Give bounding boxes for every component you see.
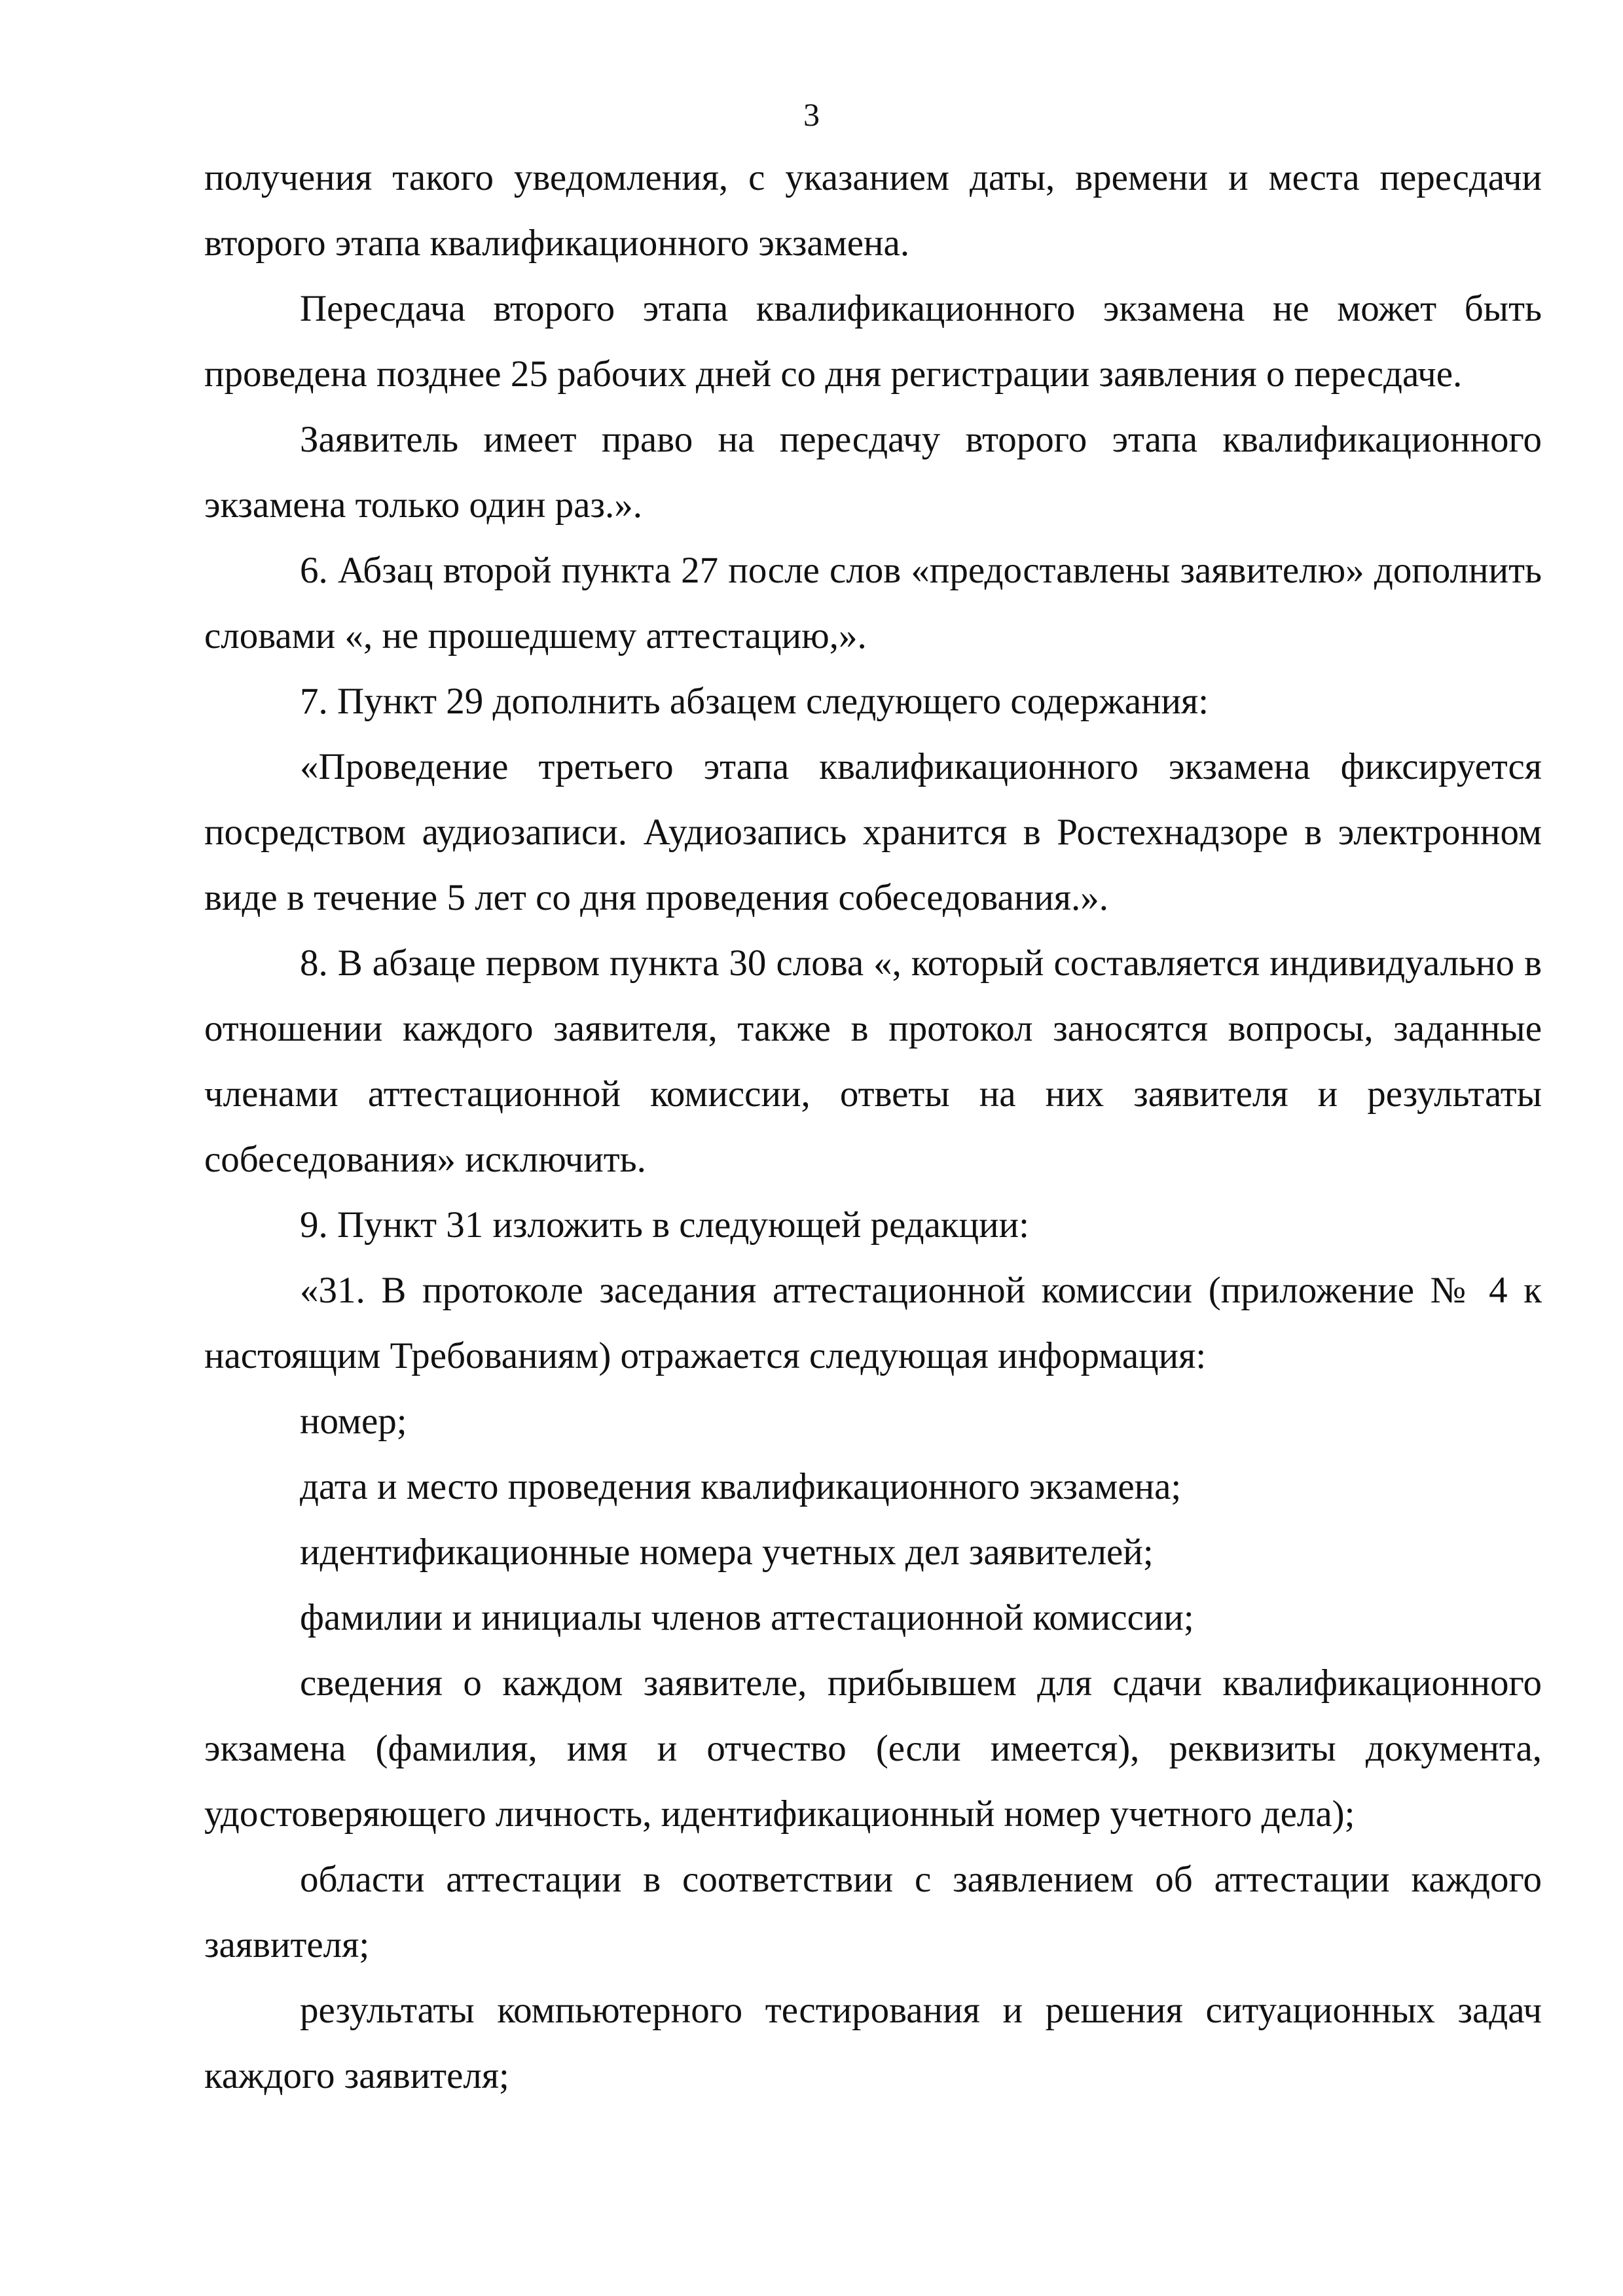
- page-number: 3: [803, 96, 820, 133]
- paragraph: номер;: [300, 1401, 407, 1442]
- paragraph: Заявитель имеет право на пересдачу второго этапа квалификационного экзамена только один раз.».: [204, 419, 1542, 526]
- document-body: [204, 145, 1542, 2109]
- paragraph: области аттестации в соответствии с заявлением об аттестации каждого заявителя;: [204, 1859, 1542, 1965]
- paragraph: 6. Абзац второй пункта 27 после слов «предоставлены заявителю» дополнить словами «, не прошедшему аттестацию,».: [204, 550, 1542, 656]
- paragraph: дата и место проведения квалификационного экзамена;: [300, 1466, 1182, 1507]
- paragraph: фамилии и инициалы членов аттестационной комиссии;: [300, 1597, 1194, 1638]
- paragraph: 9. Пункт 31 изложить в следующей редакции:: [300, 1204, 1029, 1246]
- paragraph: идентификационные номера учетных дел заявителей;: [300, 1532, 1154, 1573]
- paragraph: «31. В протоколе заседания аттестационной комиссии (приложение № 4 к настоящим Требованиям) отражается следующая информация:: [204, 1270, 1542, 1376]
- paragraph: 7. Пункт 29 дополнить абзацем следующего содержания:: [300, 681, 1209, 722]
- paragraph: результаты компьютерного тестирования и решения ситуационных задач каждого заявителя;: [204, 1990, 1542, 2096]
- paragraph: Пересдача второго этапа квалификационного экзамена не может быть проведена позднее 25 рабочих дней со дня регистрации заявления о пересдаче.: [204, 288, 1542, 395]
- paragraph: 8. В абзаце первом пункта 30 слова «, который составляется индивидуально в отношении каждого заявителя, также в протокол заносятся вопросы, заданные членами аттестационной комиссии, ответы на них заявителя и результаты собеседования» исключить.: [204, 942, 1542, 1180]
- paragraph: получения такого уведомления, с указанием даты, времени и места пересдачи второго этапа квалификационного экзамена.: [204, 157, 1542, 264]
- paragraph: «Проведение третьего этапа квалификационного экзамена фиксируется посредством аудиозаписи. Аудиозапись хранится в Ростехнадзоре в электронном виде в течение 5 лет со дня проведения собеседования.».: [204, 746, 1542, 918]
- paragraph: сведения о каждом заявителе, прибывшем для сдачи квалификационного экзамена (фамилия, имя и отчество (если имеется), реквизиты документа, удостоверяющего личность, идентификационный номер учетного дела);: [204, 1662, 1542, 1835]
